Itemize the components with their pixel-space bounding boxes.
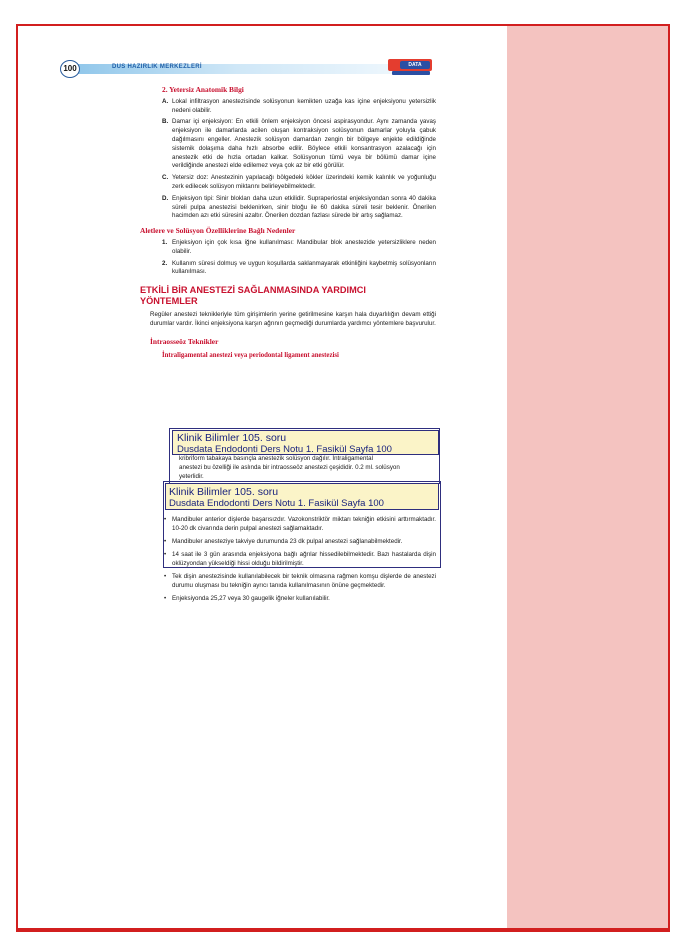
side-panel	[507, 26, 668, 928]
list-item: B. Damar içi enjeksiyon: En etkili önlem enjeksiyon öncesi aspirasyondur. Aynı zamanda yavaş enjeksiyon ile damarlarda acilen oluşan kontraksiyon solüsyonun damarlar yoluyla çabuk dağılmasını engeller. Anestezik solüsyon damardan zengin bir bölgeye enjekte edildiğinde sistemik dolaşıma daha hızlı absorbe edilir. Böylece etkili konsantrasyon azalacağı için anestezik etki de hızla ortadan kalkar. Solüsyonun tümü veya bir bölümü damar içine verildiğinde anestezi elde edilemez veya çok az bir etki görülür.	[162, 118, 436, 170]
intraligamental-heading: İntraligamental anestezi veya periodontal ligament anestezisi	[162, 351, 339, 359]
reference-note: Klinik Bilimler 105. soru Dusdata Endodonti Ders Notu 1. Fasikül Sayfa 100	[165, 483, 439, 510]
section-heading-instruments: Aletlere ve Solüsyon Özelliklerine Bağlı Nedenler	[140, 226, 296, 236]
list-item: A. Lokal infiltrasyon anestezisinde solüsyonun kemikten uzağa kas içine enjeksiyonu yetersizlik nedeni olabilir.	[162, 97, 436, 114]
list-item: 2. Kullanım süresi dolmuş ve uygun koşullarda saklanmayarak etkinliğini kaybetmiş solüsyonların kullanılması.	[162, 259, 436, 276]
intraosseous-heading: İntraosseöz Teknikler	[150, 336, 219, 346]
list-item: • Mandibuler anterior dişlerde başarısızdır. Vazokonstriktör miktarı tekniğin etkisini arttırmaktadır. 10-20 dk civarında derin pulpal anestezi sağlamaktadır.	[164, 516, 436, 532]
partial-paragraph: kribriform tabakaya basınçla anestezik solüsyon dağılır. İntraligamental anestezi bu özelliği ile aslında bir intraosseöz anestezi çeşididir. 0.2 ml. solüsyon yeterlidir.	[179, 455, 400, 480]
page-header	[60, 62, 432, 76]
page-number: 100	[60, 60, 80, 78]
list-item: • Mandibuler anesteziye takviye durumunda 23 dk pulpal anestezi sağlanabilmektedir.	[164, 537, 403, 545]
section-heading-anatomy: 2. Yetersiz Anatomik Bilgi	[162, 85, 244, 94]
list-item: • 14 saat ile 3 gün arasında enjeksiyona bağlı ağrılar hissedilebilmektedir. Bazı hastalarda dişin oklüzyondan yükseldiği hissi olduğu bildirilmiştir.	[164, 551, 436, 568]
intro-paragraph: Regüler anestezi teknikleriyle tüm girişimlerin yerine getirilmesine karşın hala duyarlılığın devam ettiği durumlar vardır. İkinci enjeksiyona karşın ağrının geçmediği durumlarda yardımcı yöntemlere başvurulur.	[150, 311, 436, 327]
reference-note: Klinik Bilimler 105. soru Dusdata Endodonti Ders Notu 1. Fasikül Sayfa 100	[172, 430, 439, 455]
main-heading: ETKİLİ BİR ANESTEZİ SAĞLANMASINDA YARDIMCI YÖNTEMLER	[140, 285, 366, 306]
list-item: • Enjeksiyonda 25,27 veya 30 gaugelik iğneler kullanılabilir.	[164, 594, 330, 602]
header-title: DUS HAZIRLIK MERKEZLERİ	[112, 64, 202, 70]
list-item: D. Enjeksiyon tipi: Sinir blokları daha uzun etkilidir. Supraperiostal enjeksiyondan sonra 40 dakika süreli pulpa anestezisi beklenirken, sinir bloğu ile 60 dakika süreli tesir beklenir. Önerilen hacimden azı etki süresini azaltır. Önerilen dozdan fazlası sürede bir artış sağlamaz.	[162, 194, 436, 220]
page-content	[140, 86, 436, 360]
list-item: C. Yetersiz doz: Anestezinin yapılacağı bölgedeki kökler üzerindeki kemik kalınlık ve yoğunluğu zerk edilecek solüsyon miktarını belirleyebilmektedir.	[162, 174, 436, 190]
list-item: 1. Enjeksiyon için çok kısa iğne kullanılması: Mandibular blok anestezide yetersizliklere neden olabilir.	[162, 238, 436, 255]
publisher-logo: DATA	[388, 59, 432, 77]
list-item: • Tek dişin anestezisinde kullanılabilecek bir teknik olmasına rağmen komşu dişlerde de anestezi durumu oluşması bu tekniğin ayrıcı tanıda kullanılmasının önüne geçmektedir.	[164, 572, 436, 589]
